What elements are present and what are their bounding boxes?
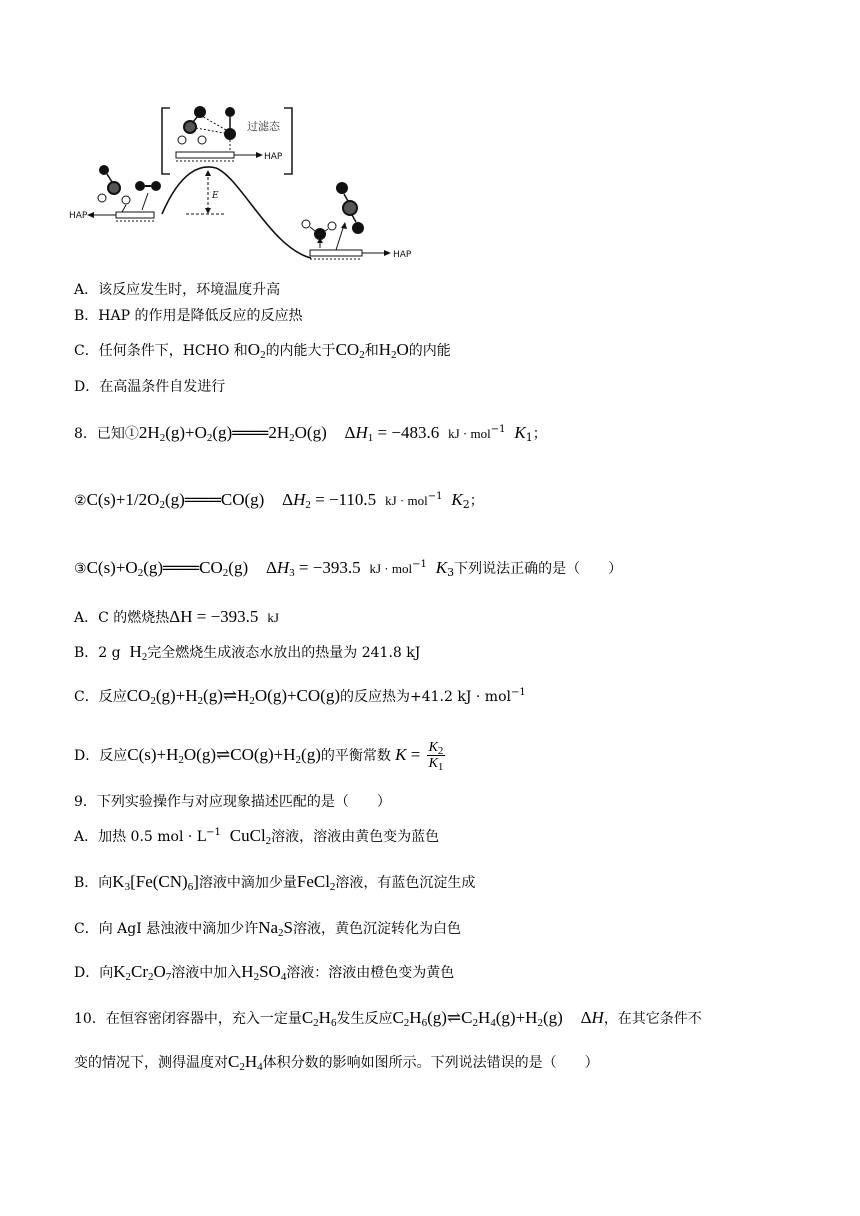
transition-state-label: 过滤态 [247,120,280,133]
q10-stem-line1: 10．在恒容密闭容器中，充入一定量$C_2H_6$发生反应$C_2H_6(g)\rightleftharpoons C_2H_4(g)+H_2(g)$ ΔH，在其它条件不 [74,1008,702,1029]
q7-option-b: B．HAP 的作用是降低反应的反应热 [74,308,303,324]
hap-label-left: HAP [69,211,88,221]
q7-option-d: D．在高温条件自发进行 [74,379,226,395]
q9-option-b: B．向$K_3[Fe(CN)_6]$溶液中滴加少量FeCl$_2$溶液，有蓝色沉淀生成 [74,872,476,893]
energy-label: E [212,191,219,201]
q8-option-a: A．C 的燃烧热ΔH = −393.5 kJ [74,607,279,626]
hap-label-ts: HAP [264,152,283,162]
q9-stem: 9．下列实验操作与对应现象描述匹配的是（ ） [74,794,391,810]
q8-option-c: C．反应$CO_2(g)+H_2(g)\rightleftharpoons H_2O(g)+CO(g)$的反应热为+41.2 kJ · mol$^{-1}$ [74,686,526,707]
q9-option-c: C．向 AgI 悬浊液中滴加少许$Na_2S$溶液，黄色沉淀转化为白色 [74,918,462,939]
q7-option-a: A．该反应发生时，环境温度升高 [74,282,281,298]
q8-option-b: B．2 g $H_2$完全燃烧生成液态水放出的热量为 241.8 kJ [74,642,421,663]
q8-reaction-2: $②C(s)+1/2O_2(g)═══CO(g)$ $\Delta H_2 = -110.5$ kJ · mol$^{-1}$ $K_2$； [74,490,484,511]
q8-reaction-1: 8．已知$①2H_2(g)+O_2(g)═══2H_2O(g)$ $\Delta H_1 = -483.6$ kJ · mol$^{-1}$ $K_1$； [74,423,547,444]
energy-diagram [66,100,426,272]
q7-option-c: C．任何条件下，HCHO 和$O_2$的内能大于$CO_2$和$H_2O$的内能 [74,340,451,361]
q8-reaction-3: $③C(s)+O_2(g)═══CO_2(g)$ $\Delta H_3 = -393.5$ kJ · mol$^{-1}$ $K_3$下列说法正确的是（ ） [74,558,623,579]
hap-label-right: HAP [393,250,412,260]
q8-option-d: D．反应$C(s)+H_2O(g)\rightleftharpoons CO(g)+H_2(g)$的平衡常数 K = $\frac{K_2}{K_1}$ [74,740,444,774]
q10-stem-line2: 变的情况下，测得温度对$C_2H_4$体积分数的影响如图所示。下列说法错误的是（ ） [74,1052,599,1073]
q9-option-d: D．向$K_2Cr_2O_7$溶液中加入$H_2SO_4$溶液：溶液由橙色变为黄色 [74,962,455,983]
q9-option-a: A．加热 0.5 mol · $L^{-1}$ CuCl$_2$溶液，溶液由黄色变为蓝色 [74,826,440,847]
